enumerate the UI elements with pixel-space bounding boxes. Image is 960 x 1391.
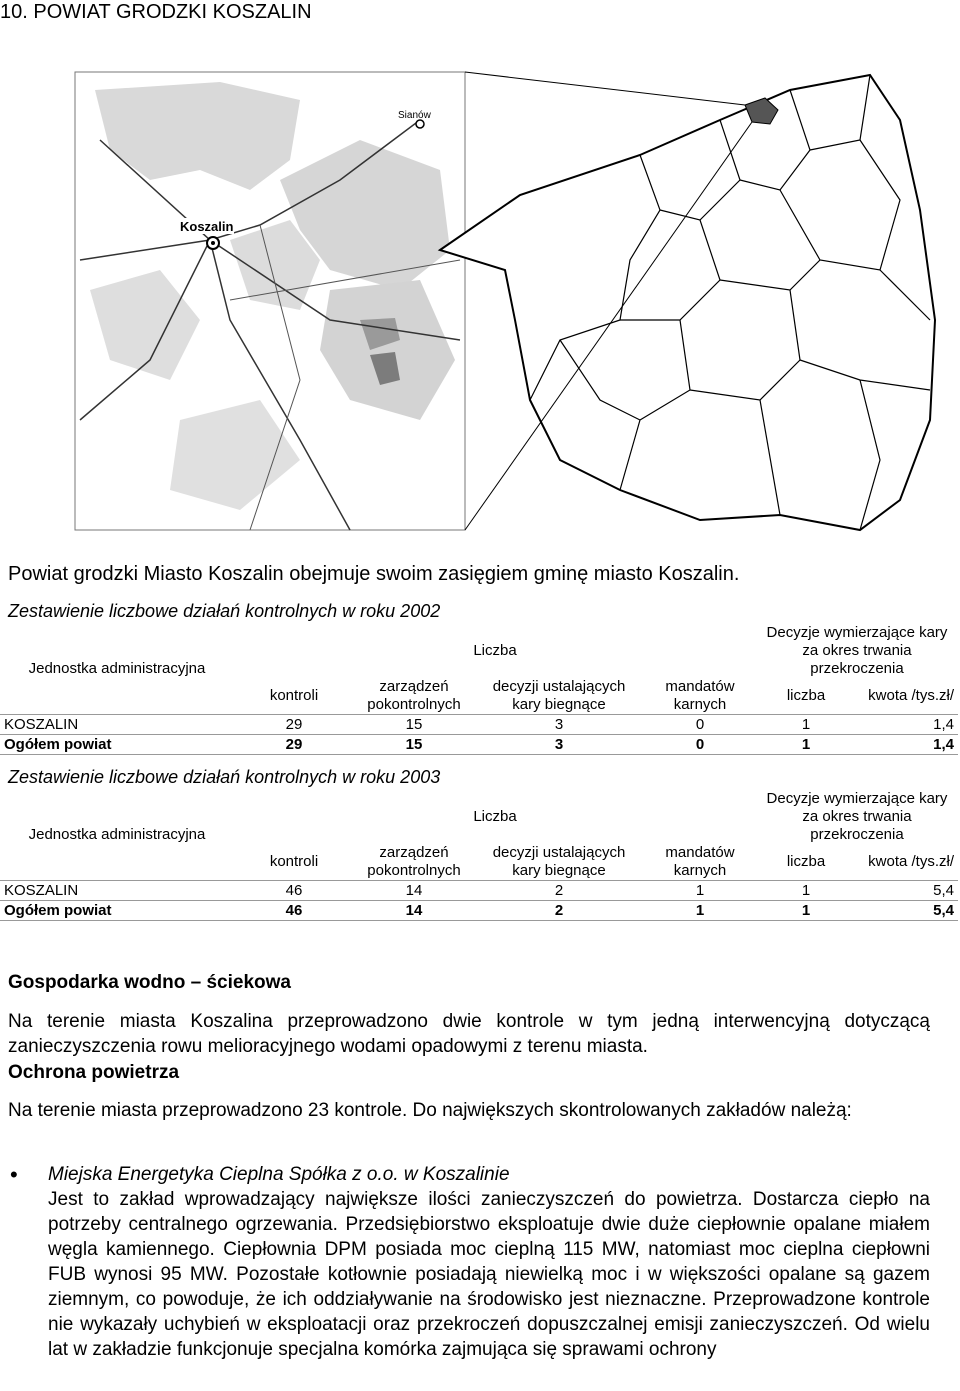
intro-text: Powiat grodzki Miasto Koszalin obejmuje swoim zasięgiem gminę miasto Koszalin. xyxy=(8,563,740,585)
header-mandatow: mandatów karnych xyxy=(665,844,735,879)
water-heading: Gospodarka wodno – ściekowa xyxy=(8,972,291,993)
header-decyzji: decyzji ustalających kary biegnące xyxy=(492,844,626,879)
air-text: Na terenie miasta przeprowadzono 23 kontrole. Do największych skontrolowanych zakładów należą: xyxy=(8,1100,852,1121)
header-unit: Jednostka administracyjna xyxy=(28,826,206,843)
table-row-total: Ogółem powiat 29 15 3 0 1 1,4 xyxy=(0,735,958,755)
header-zarzadzen: zarządzeń pokontrolnych xyxy=(367,678,461,713)
header-liczba: liczba xyxy=(786,687,826,704)
header-liczba: liczba xyxy=(786,853,826,870)
koszalin-inset-map xyxy=(75,72,465,530)
bullet-item xyxy=(48,1162,930,1362)
table-row-total: Ogółem powiat 46 14 2 1 1 5,4 xyxy=(0,901,958,921)
header-zarzadzen: zarządzeń pokontrolnych xyxy=(367,844,461,879)
header-count: Liczba xyxy=(473,642,517,659)
table-row: KOSZALIN 29 15 3 0 1 1,4 xyxy=(0,715,958,735)
page-heading: 10. POWIAT GRODZKI KOSZALIN xyxy=(0,1,312,23)
header-kontroli: kontroli xyxy=(269,853,319,870)
bullet-text: Jest to zakład wprowadzający największe ilości zanieczyszczeń do powietrza. Dostarcza ciepło na potrzeby centralnego ogrzewania. Przedsiębiorstwo eksploatuje dwie duże ciepłownie opalane miałem węgla kamiennego. Ciepłownia DPM posiada moc cieplną 115 MW, natomiast moc cieplna ciepłowni FUB wynosi 95 MW. Pozostałe kotłownie posiadają niewielką moc i w większości opalane są gazem ziemnym, co powoduje, że ich oddziaływanie na środowisko jest nieznaczne. Przeprowadzone kontrole nie wykazały uchybień w eksploatacji oraz przekroczeń dopuszczalnej emisji zanieczyszczeń. Od wielu lat w zakładzie funkcjonuje specjalna komórka zajmująca się sprawami ochrony xyxy=(48,1189,930,1360)
map-figure xyxy=(0,60,960,540)
header-decyzji: decyzji ustalających kary biegnące xyxy=(492,678,626,713)
header-count: Liczba xyxy=(473,808,517,825)
map-label-city: Koszalin xyxy=(180,219,234,234)
header-kwota: kwota /tys.zł/ xyxy=(868,687,954,704)
map-label-town: Sianów xyxy=(398,110,431,121)
bullet-marker: • xyxy=(10,1162,18,1187)
map-image xyxy=(0,60,960,540)
table-2003-title: Zestawienie liczbowe działań kontrolnych w roku 2003 xyxy=(8,767,441,787)
water-text: Na terenie miasta Koszalina przeprowadzono dwie kontrole w tym jedną interwencyjną dotyczącą zanieczyszczenia rowu melioracyjnego wodami opadowymi z terenu miasta. xyxy=(8,1011,930,1057)
table-2003 xyxy=(0,790,958,921)
table-row: KOSZALIN 46 14 2 1 1 5,4 xyxy=(0,881,958,901)
header-kontroli: kontroli xyxy=(269,687,319,704)
voivodeship-map xyxy=(440,75,935,530)
header-decisions: Decyzje wymierzające kary za okres trwania przekroczenia xyxy=(766,790,948,843)
header-decisions: Decyzje wymierzające kary za okres trwania przekroczenia xyxy=(766,624,948,677)
table-2002 xyxy=(0,624,958,755)
table-2002-title: Zestawienie liczbowe działań kontrolnych w roku 2002 xyxy=(8,601,441,621)
bullet-title: Miejska Energetyka Cieplna Spółka z o.o. w Koszalinie xyxy=(48,1164,510,1185)
air-heading: Ochrona powietrza xyxy=(8,1062,180,1083)
header-kwota: kwota /tys.zł/ xyxy=(868,853,954,870)
header-unit: Jednostka administracyjna xyxy=(28,660,206,677)
header-mandatow: mandatów karnych xyxy=(665,678,735,713)
